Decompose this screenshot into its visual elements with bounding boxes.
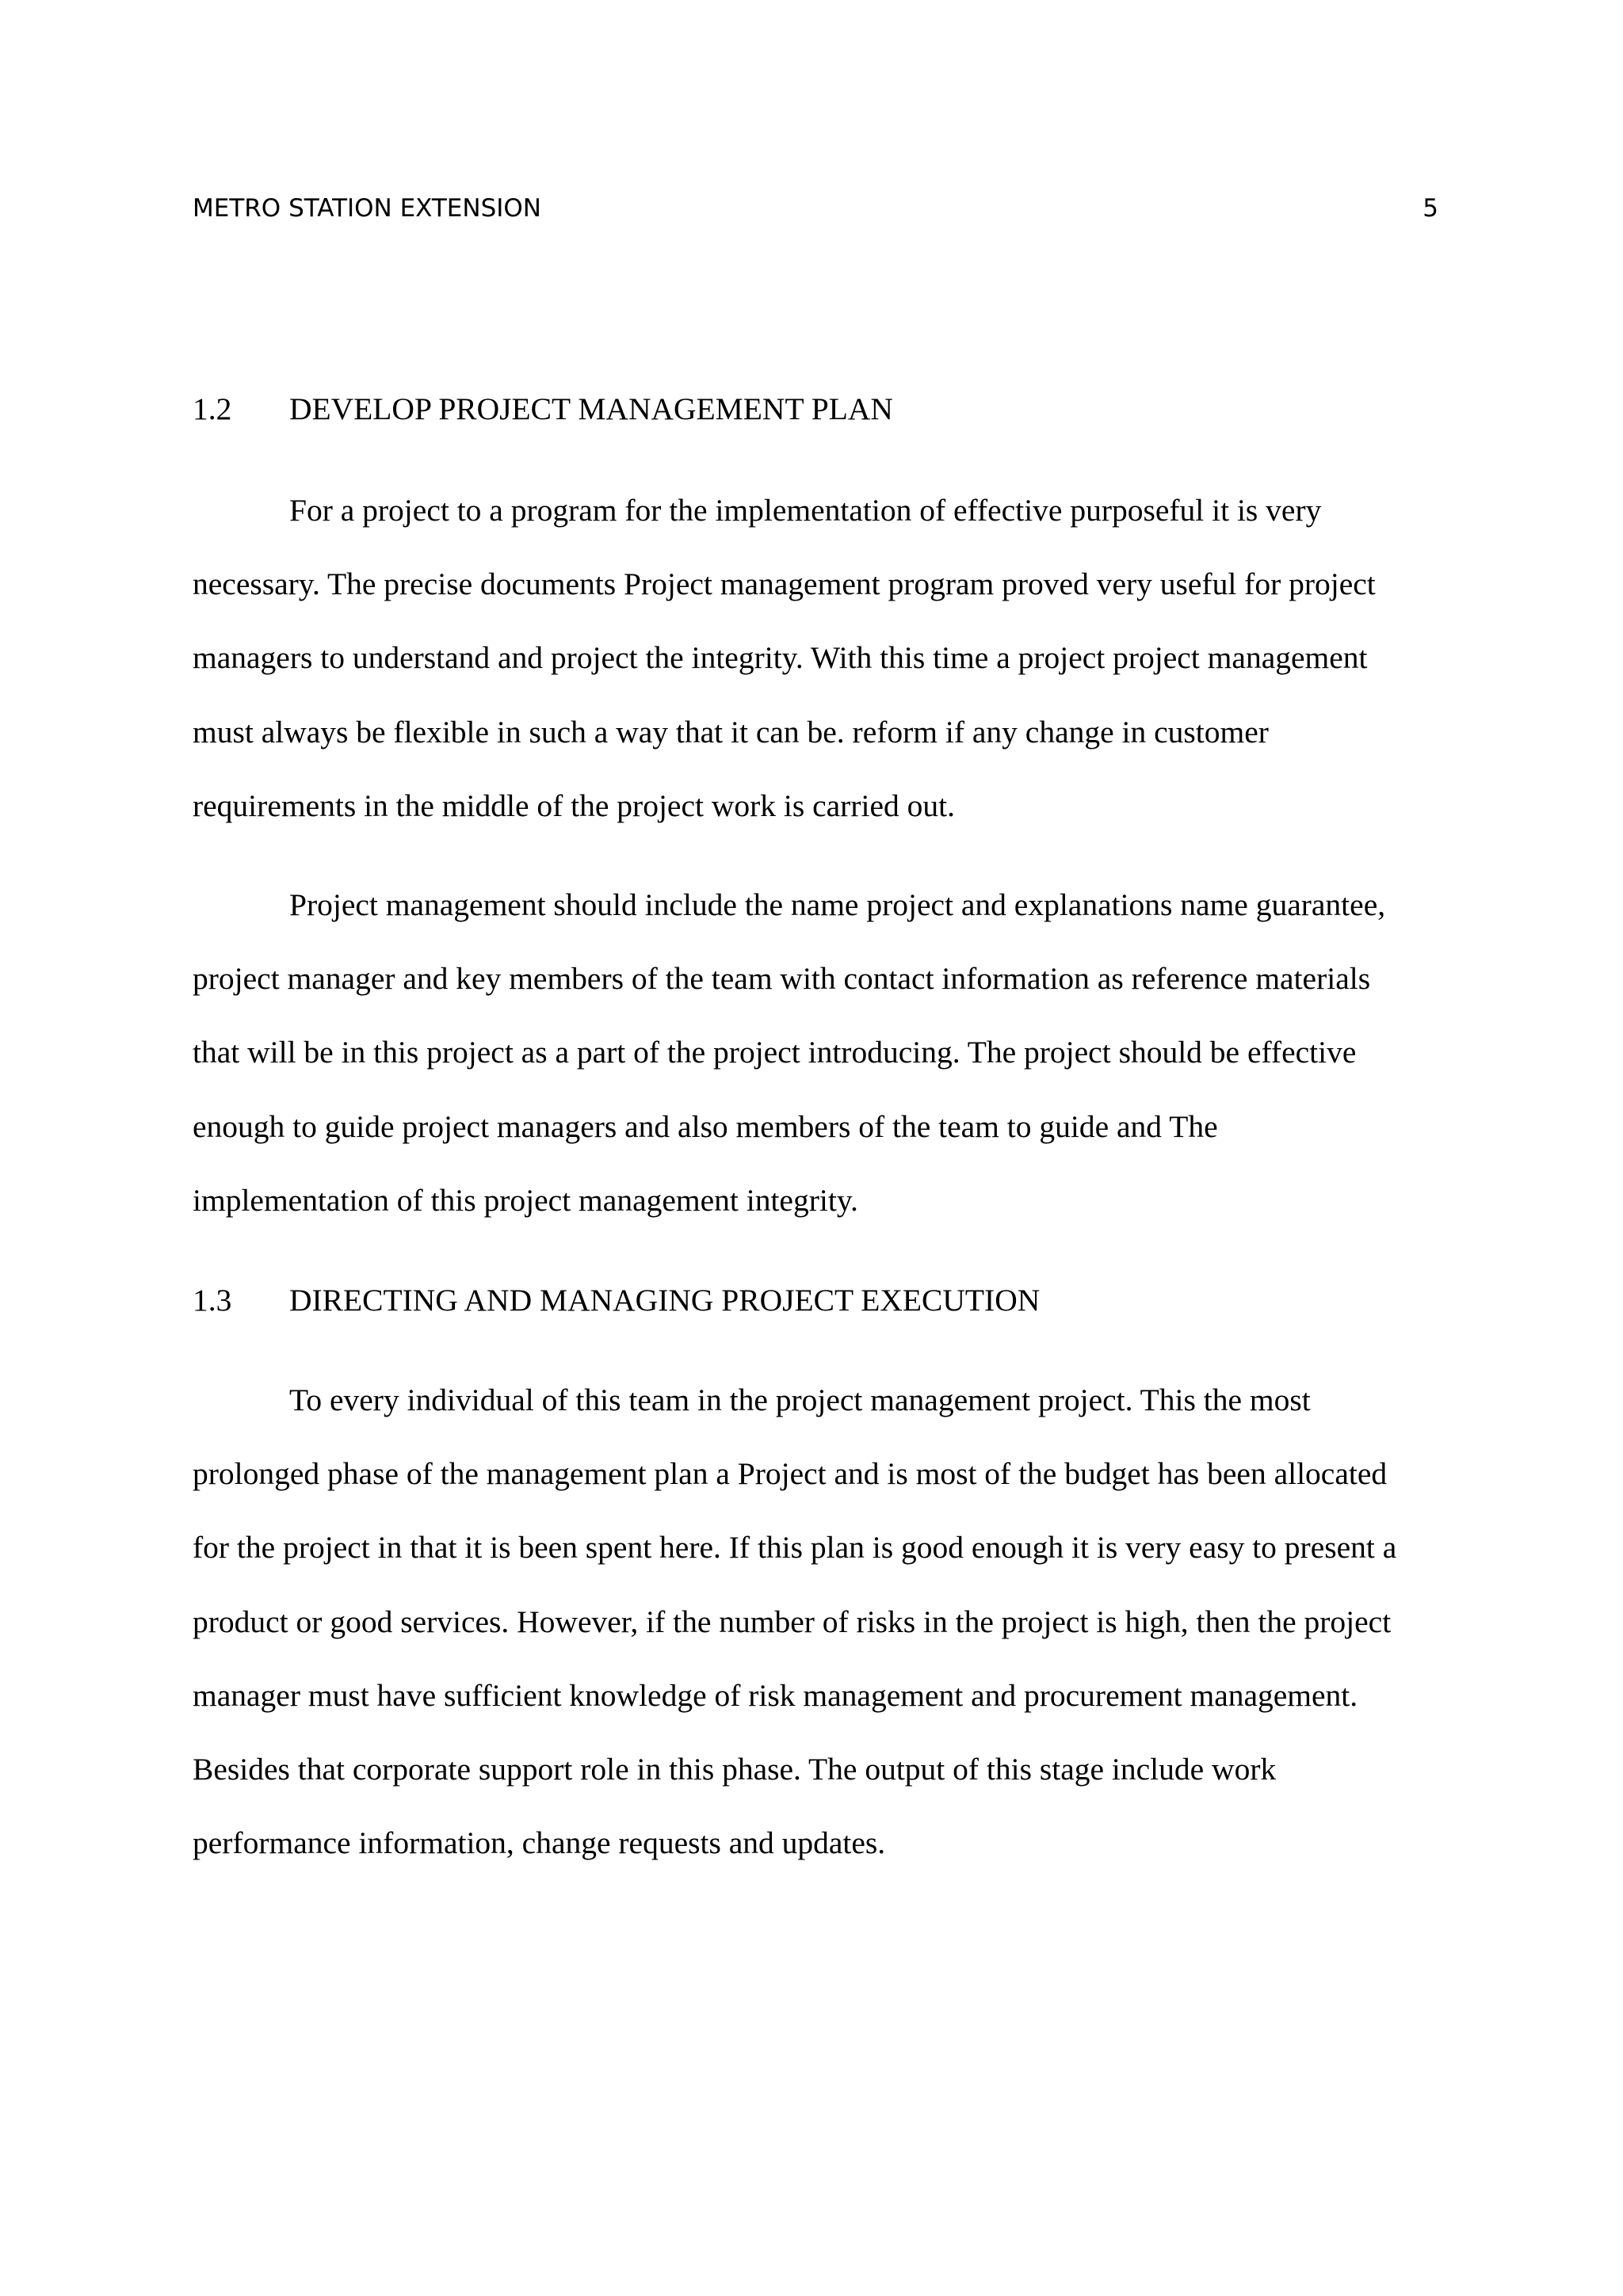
paragraph-line: product or good services. However, if the number of risks in the project is high, then the project bbox=[193, 1604, 1392, 1639]
paragraph bbox=[193, 474, 1461, 843]
paragraph bbox=[193, 868, 1461, 1238]
paragraph-line: Project management should include the name project and explanations name guarantee, bbox=[289, 887, 1386, 922]
paragraph-line: that will be in this project as a part of the project introducing. The project should be effective bbox=[193, 1035, 1357, 1070]
paragraph-line: To every individual of this team in the project management project. This the most bbox=[289, 1383, 1311, 1417]
section-title: DEVELOP PROJECT MANAGEMENT PLAN bbox=[289, 391, 893, 426]
running-title: METRO STATION EXTENSION bbox=[193, 194, 541, 223]
paragraph-line: necessary. The precise documents Project management program proved very useful for project bbox=[193, 566, 1376, 602]
section-title: DIRECTING AND MANAGING PROJECT EXECUTION bbox=[289, 1283, 1041, 1318]
section-heading-1-3 bbox=[193, 1264, 1040, 1337]
section-number: 1.3 bbox=[193, 1283, 232, 1318]
paragraph-line: performance information, change requests and updates. bbox=[193, 1825, 886, 1861]
paragraph bbox=[193, 1363, 1461, 1880]
section-number: 1.2 bbox=[193, 391, 232, 426]
paragraph-line: managers to understand and project the integrity. With this time a project project management bbox=[193, 640, 1368, 676]
paragraph-line: implementation of this project management integrity. bbox=[193, 1182, 858, 1218]
paragraph-line: for the project in that it is been spent here. If this plan is good enough it is very easy to present a bbox=[193, 1530, 1397, 1566]
paragraph-line: project manager and key members of the team with contact information as reference materials bbox=[193, 961, 1371, 997]
paragraph-line: must always be flexible in such a way that it can be. reform if any change in customer bbox=[193, 714, 1269, 749]
paragraph-line: enough to guide project managers and also members of the team to guide and The bbox=[193, 1108, 1218, 1144]
section-heading-1-2 bbox=[193, 372, 893, 446]
paragraph-line: prolonged phase of the management plan a Project and is most of the budget has been allocated bbox=[193, 1456, 1388, 1492]
paragraph-line: manager must have sufficient knowledge of risk management and procurement management. bbox=[193, 1677, 1358, 1713]
paragraph-line: For a project to a program for the implementation of effective purposeful it is very bbox=[289, 493, 1322, 528]
page-number: 5 bbox=[1423, 194, 1438, 223]
running-header bbox=[193, 194, 1442, 223]
paragraph-line: Besides that corporate support role in this phase. The output of this stage include work bbox=[193, 1752, 1277, 1787]
paragraph-line: requirements in the middle of the project work is carried out. bbox=[193, 788, 955, 823]
